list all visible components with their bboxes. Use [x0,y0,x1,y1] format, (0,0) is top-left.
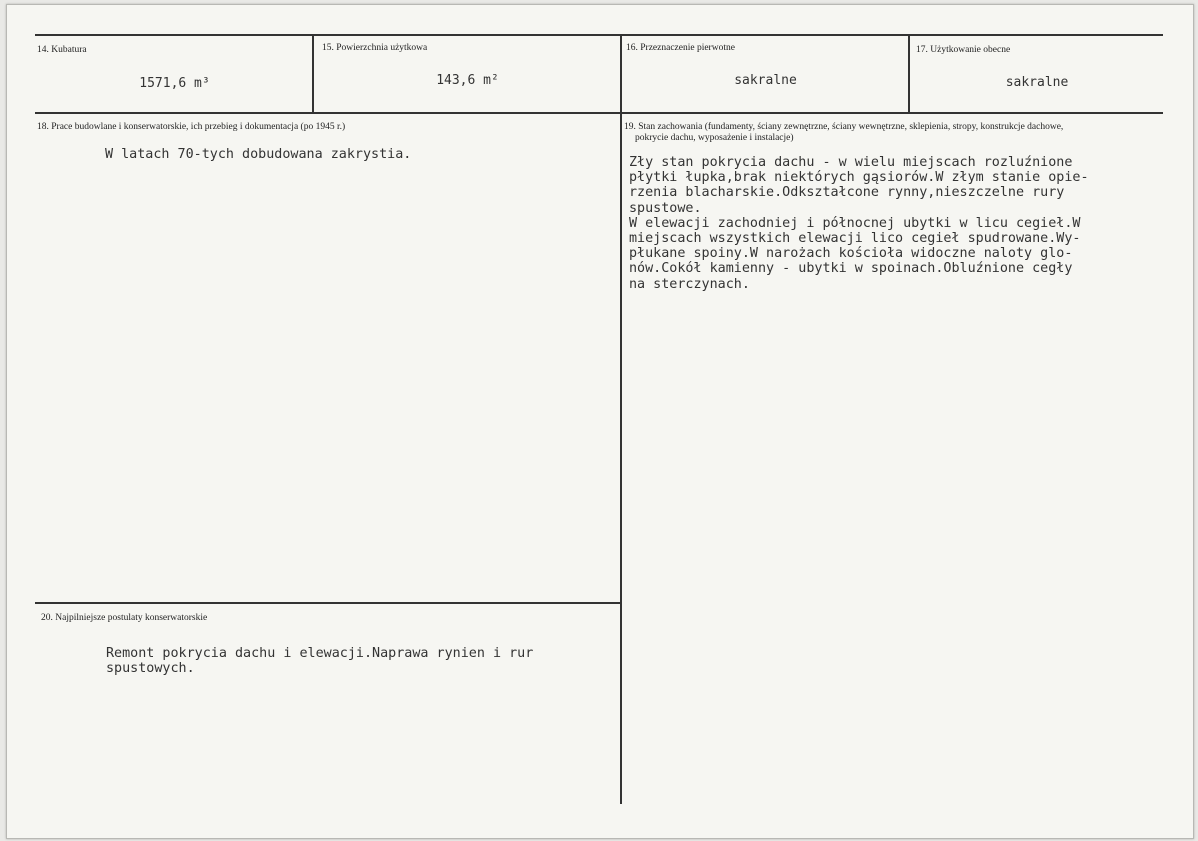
uzytkowanie-value: sakralne [1005,75,1069,90]
stan-zachowania-text: Zły stan pokrycia dachu - w wielu miejscach rozluźnione płytki łupka,brak niektórych gąsiorów.W złym stanie opie- rzenia blacharskie.Odkształcone rynny,nieszczelne rury spustowe. W elewacji zachodniej i północnej ubytki w licu cegieł.W miejscach wszystkich elewacji lico cegieł spudrowane.Wy- płukane spoiny.W narożach kościoła widoczne naloty glo- nów.Cokół kamienny - ubytki w spoinach.Obluźnione cegły na sterczynach. [629,155,1089,292]
record-card [6,4,1194,839]
postulaty-text: Remont pokrycia dachu i elewacji.Naprawa rynien i rur spustowych. [106,646,534,677]
row-divider [35,112,1163,114]
stan-zachowania-label-1: 19. Stan zachowania (fundamenty, ściany zewnętrzne, ściany wewnętrzne, sklepienia, stropy, konstrukcje dachowe, [624,122,1064,132]
powierzchnia-value: 143,6 m² [436,73,499,88]
przeznaczenie-label: 16. Przeznaczenie pierwotne [626,43,735,53]
prace-budowlane-text: W latach 70-tych dobudowana zakrystia. [105,147,412,162]
kubatura-label: 14. Kubatura [37,45,87,55]
col-divider-2 [620,34,622,804]
prace-budowlane-label: 18. Prace budowlane i konserwatorskie, ich przebieg i dokumentacja (po 1945 r.) [37,122,346,132]
section20-divider [35,602,622,604]
col-divider-1 [312,34,314,114]
powierzchnia-label: 15. Powierzchnia użytkowa [322,43,428,53]
postulaty-label: 20. Najpilniejsze postulaty konserwatorskie [41,613,208,623]
top-rule [35,34,1163,36]
przeznaczenie-value: sakralne [734,73,797,88]
stan-zachowania-label-2: pokrycie dachu, wyposażenie i instalacje) [635,133,794,143]
uzytkowanie-label: 17. Użytkowanie obecne [916,45,1011,55]
kubatura-value: 1571,6 m³ [139,76,210,91]
col-divider-3 [908,34,910,114]
